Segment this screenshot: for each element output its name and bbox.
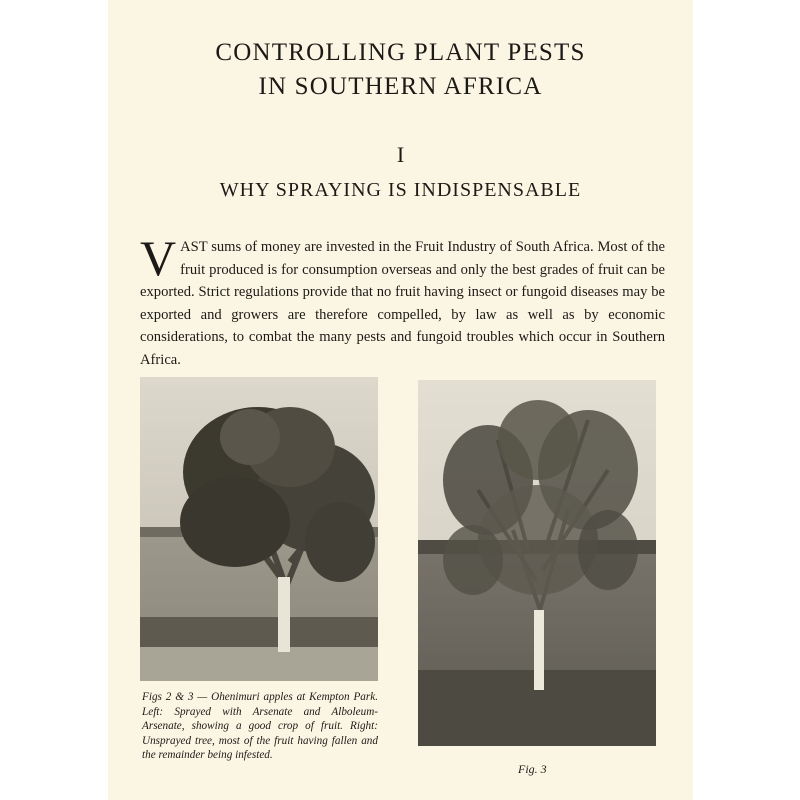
title-line-1: CONTROLLING PLANT PESTS (215, 39, 586, 66)
chapter-title: WHY SPRAYING IS INDISPENSABLE (219, 179, 582, 201)
intro-paragraph (140, 230, 665, 371)
chapter-number: I (396, 142, 405, 167)
drop-cap: V (140, 230, 177, 286)
photo-sprayed-tree (140, 377, 378, 681)
book-page (108, 0, 693, 800)
paragraph-text: AST sums of money are invested in the Fruit Industry of South Africa. Most of the fruit produced is for consumption overseas and only the best grades of fruit can be exported. Strict regulations provide that no fruit having insect or fungoid diseases may be exported and growers are therefore compelled, by law as well as by economic considerations, to combat the many pests and fungoid troubles which occur in Southern Africa. (140, 239, 665, 368)
figure-caption: Figs 2 & 3 — Ohenimuri apples at Kempton Park. Left: Sprayed with Arsenate and Alboleum-Arsenate, showing a good crop of fruit. Right: Unsprayed tree, most of the fruit having fallen and the remainder being infested. (142, 691, 378, 761)
figure-label: Fig. 3 (518, 762, 547, 776)
title-line-2: IN SOUTHERN AFRICA (258, 73, 543, 100)
page-title (108, 36, 693, 104)
photo-unsprayed-tree (418, 380, 656, 746)
